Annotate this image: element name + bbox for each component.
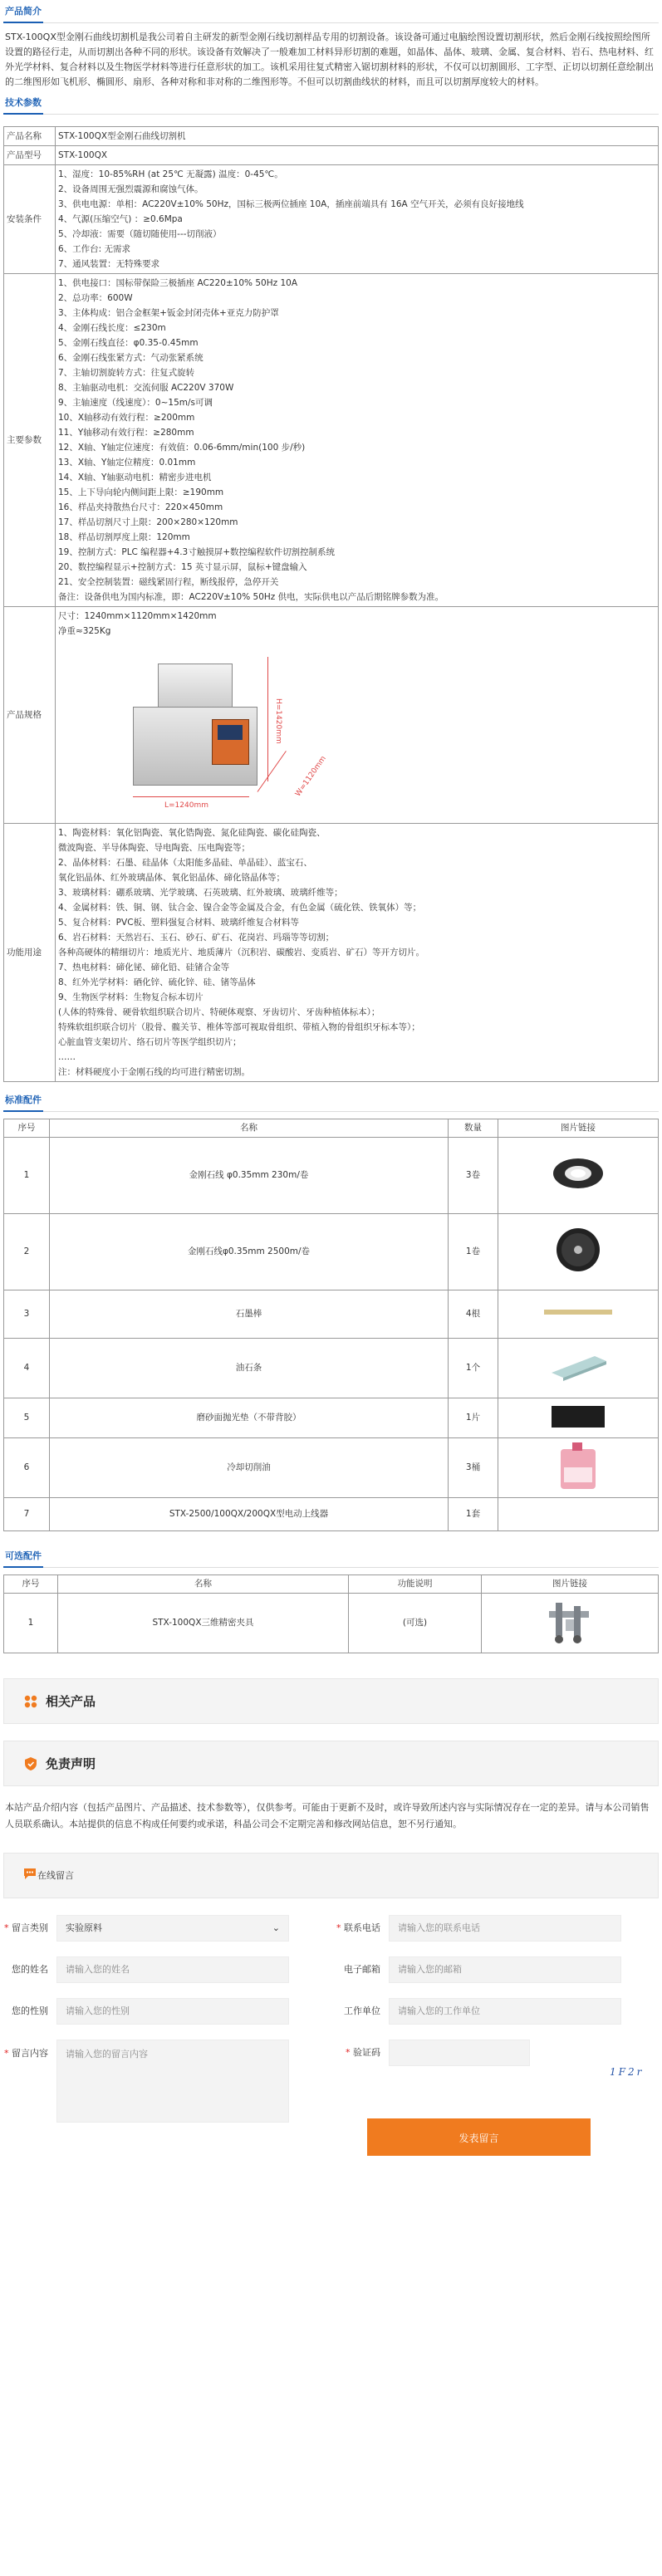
dim-length-line (133, 796, 249, 797)
standard-header-qty: 数量 (449, 1119, 498, 1138)
main-line: 18、样品切割厚度上限：120mm (58, 532, 190, 542)
func-line: 氧化铝晶体、红外玻璃晶体、氧化铝晶体、碲化铬晶体等； (58, 873, 285, 883)
main-line: 12、X轴、Y轴定位速度：有效值：0.06-6mm/min(100 步/秒) (58, 443, 306, 453)
standard-row-qty: 1卷 (449, 1214, 498, 1290)
standard-row-qty: 1片 (449, 1398, 498, 1438)
type-select-value: 实验原料 (66, 1922, 102, 1934)
standard-row-no: 3 (4, 1290, 50, 1339)
disclaimer-title: 免责声明 (46, 1756, 96, 1771)
func-line: 8、红外光学材料：硒化锌、硫化锌、硅、锗等晶体 (58, 977, 256, 987)
standard-header-img: 图片链接 (498, 1119, 659, 1138)
related-products-card[interactable] (3, 1678, 659, 1724)
spec-func-label: 功能用途 (4, 824, 56, 1082)
content-row (3, 2040, 289, 2123)
pad-icon (548, 1401, 608, 1431)
standard-row-no: 6 (4, 1438, 50, 1498)
func-line: 2、晶体材料：石墨、硅晶体（太阳能多晶硅、单晶硅）、蓝宝石、 (58, 858, 312, 868)
message-card (3, 1853, 659, 1898)
standard-header-name: 名称 (50, 1119, 449, 1138)
standard-row-no: 2 (4, 1214, 50, 1290)
phone-input[interactable]: 请输入您的联系电话 (389, 1915, 621, 1942)
standard-table (3, 1119, 659, 1531)
optional-section-header (3, 1550, 659, 1568)
roll-icon (545, 1154, 611, 1193)
email-row (336, 1956, 621, 1983)
optional-section-title: 可选配件 (3, 1549, 43, 1568)
standard-row (4, 1339, 659, 1398)
email-input[interactable]: 请输入您的邮箱 (389, 1956, 621, 1983)
grid-icon (22, 1693, 39, 1710)
spool-icon (553, 1227, 603, 1273)
captcha-image-row (603, 2064, 644, 2080)
submit-button[interactable]: 发表留言 (367, 2118, 591, 2156)
gender-input[interactable]: 请输入您的性别 (56, 1998, 289, 2025)
main-line: 20、数控编程显示+控制方式：15 英寸显示屏，鼠标+键盘输入 (58, 562, 307, 572)
standard-row-name: 冷却切削油 (50, 1438, 449, 1498)
standard-row-qty: 4根 (449, 1290, 498, 1339)
disclaimer-card (3, 1741, 659, 1786)
standard-row-name: 石墨棒 (50, 1290, 449, 1339)
main-line: 10、X轴移动有效行程：≥200mm (58, 413, 195, 423)
optional-row-img (482, 1594, 659, 1653)
optional-row-func: (可选) (349, 1594, 482, 1653)
main-line: 9、主轴速度（线速度）：0~15m/s可调 (58, 398, 213, 408)
tech-section-title: 技术参数 (3, 95, 43, 115)
type-label: * 留言类别 (4, 1922, 48, 1934)
env-line: 5、冷却液：需要（随切随使用---切削液） (58, 229, 222, 239)
name-row (3, 1956, 289, 1983)
captcha-image[interactable]: 1F2r (610, 2066, 645, 2078)
func-line: 7、热电材料：碲化铋、碲化铅、硅锗合金等 (58, 962, 230, 972)
machine-top-icon (158, 664, 233, 713)
standard-row-no: 7 (4, 1498, 50, 1531)
func-line: 各种高硬体的精细切片：地质光片、地质薄片（沉积岩、碳酸岩、变质岩、矿石）等开方切片。 (58, 948, 424, 957)
main-line: 17、样品切割尺寸上限：200×280×120mm (58, 517, 238, 527)
optional-row (4, 1594, 659, 1653)
main-lines (58, 276, 655, 605)
bottle-icon (554, 1439, 602, 1492)
main-line: 7、主轴切割旋转方式：往复式旋转 (58, 368, 195, 378)
standard-row-qty: 1个 (449, 1339, 498, 1398)
standard-section-header (3, 1094, 659, 1112)
standard-row (4, 1138, 659, 1214)
main-line: 6、金刚石线张紧方式：气动张紧系统 (58, 353, 204, 363)
standard-row-no: 5 (4, 1398, 50, 1438)
gender-row (3, 1998, 289, 2025)
standard-row-qty: 3卷 (449, 1138, 498, 1214)
func-line: …… (58, 1052, 76, 1062)
main-line: 21、安全控制装置：磁线紧固行程，断线报停，急停开关 (58, 577, 279, 587)
chat-icon (22, 1866, 37, 1886)
standard-row-no: 4 (4, 1339, 50, 1398)
disclaimer-text: 本站产品介绍内容（包括产品图片、产品描述、技术参数等），仅供参考。可能由于更新不及时，或许导致所述内容与实际情况存在一定的差异。请与本公司销售人员联系确认。本站提供的信息不构成任何要约或承诺，科晶公司会不定期完善和修改网站信息，恕不另行通知。 (5, 1802, 650, 1829)
chevron-down-icon: ⌄ (272, 1922, 280, 1934)
standard-row-img (498, 1290, 659, 1339)
main-line: 8、主轴驱动电机：交流伺服 AC220V 370W (58, 383, 234, 393)
env-line: 1、湿度：10-85%RH (at 25℃ 无凝露) 温度：0-45℃。 (58, 169, 283, 179)
main-line: 13、X轴、Y轴定位精度：0.01mm (58, 458, 196, 468)
captcha-input[interactable] (389, 2040, 530, 2066)
main-line: 备注：设备供电为国内标准，即：AC220V±10% 50Hz 供电，实际供电以产品后期铭牌参数为准。 (58, 592, 444, 602)
shield-icon (22, 1756, 39, 1772)
optional-row-name: STX-100QX三维精密夹具 (58, 1594, 349, 1653)
dim-height-label: H=1420mm (274, 698, 282, 744)
spec-name-value: STX-100QX型金刚石曲线切割机 (56, 127, 659, 146)
main-line: 1、供电接口：国标带保险三极插座 AC220±10% 50Hz 10A (58, 278, 298, 288)
standard-row-img (498, 1339, 659, 1398)
intro-text: STX-100QX型金刚石曲线切割机是我公司着自主研发的新型金刚石线切割样品专用的切割设备。该设备可通过电脑绘图设置切割形状，然后金刚石线按照绘图所设置的路径行走，从而切割出各种不同的形状。该设备有效解决了一般难加工材料异形切割的难题，如晶体、晶体、玻璃、金属、复合材料、岩石、热电材料、红外光学材料、复合材料以及生物医学材料等进行任意形状的加工。该机采用往复式精密入锯切割材料的形状，不仅可以切割圆形、工字型、正切以切割任意绘制出的二维图形如飞机形、椭圆形、扇形、各种对称和非对称的二维图形等。不但可以切割曲线状的材料，而且可以切割厚度较大的材料。 (5, 32, 654, 87)
spec-main-label: 主要参数 (4, 274, 56, 607)
phone-label: * 联系电话 (336, 1922, 380, 1934)
spec-env-label: 安装条件 (4, 165, 56, 274)
standard-row-name: 金刚石线φ0.35mm 2500m/卷 (50, 1214, 449, 1290)
dim-width-label: W=1120mm (294, 754, 328, 799)
intro-section-title: 产品简介 (3, 4, 43, 23)
standard-row-qty: 3桶 (449, 1438, 498, 1498)
company-label: 工作单位 (344, 2005, 380, 2017)
standard-row-name: STX-2500/100QX/200QX型电动上线器 (50, 1498, 449, 1531)
optional-header-name: 名称 (58, 1575, 349, 1594)
standard-row-qty: 1套 (449, 1498, 498, 1531)
spec-func-value (56, 824, 659, 1082)
spec-size-value (56, 607, 659, 824)
message-form (3, 1898, 659, 2156)
content-textarea[interactable]: 请输入您的留言内容 (56, 2040, 289, 2123)
name-label: 您的姓名 (12, 1964, 48, 1976)
func-line: 6、岩石材料：天然岩石、玉石、砂石、矿石、花岗岩、玛瑙等等切割； (58, 933, 335, 943)
func-line: 3、玻璃材料：硼系玻璃、光学玻璃、石英玻璃、红外玻璃、玻璃纤维等； (58, 888, 343, 898)
func-line: (人体的特殊骨、硬骨软组织联合切片、特硬体观察、牙齿切片、牙齿种植体标本）； (58, 1007, 380, 1017)
func-line: 1、陶瓷材料：氧化铝陶瓷、氧化锆陶瓷、氮化硅陶瓷、碳化硅陶瓷、 (58, 828, 326, 838)
optional-header-no: 序号 (4, 1575, 58, 1594)
func-line: 4、金属材料：铁、铜、钢、钛合金、镍合金等金属及合金，有色金属（硫化铁、铁氧体）等； (58, 903, 422, 913)
optional-row-no: 1 (4, 1594, 58, 1653)
weight-line: 净重≈325Kg (58, 626, 111, 636)
main-line: 15、上下导向轮内侧间距上限：≥190mm (58, 487, 224, 497)
main-line: 11、Y轴移动有效行程：≥280mm (58, 428, 194, 438)
spec-table (3, 126, 659, 1082)
env-line: 7、通风装置：无特殊要求 (58, 259, 160, 269)
standard-row (4, 1498, 659, 1531)
standard-table-body (4, 1138, 659, 1531)
standard-row-name: 油石条 (50, 1339, 449, 1398)
dim-length-label: L=1240mm (164, 801, 208, 810)
optional-table (3, 1574, 659, 1653)
type-row (3, 1915, 289, 1942)
func-line: 心脏血管支架切片、络石切片等医学组织切片； (58, 1037, 242, 1047)
tech-section-header (3, 96, 659, 115)
size-line: 尺寸：1240mm×1120mm×1420mm (58, 611, 217, 621)
main-line: 5、金刚石线直径：φ0.35-0.45mm (58, 338, 199, 348)
standard-row (4, 1290, 659, 1339)
rod-icon (541, 1300, 615, 1325)
standard-header-no: 序号 (4, 1119, 50, 1138)
optional-header-func: 功能说明 (349, 1575, 482, 1594)
fixture-icon (541, 1596, 599, 1646)
standard-row-name: 金刚石线 φ0.35mm 230m/卷 (50, 1138, 449, 1214)
standard-row-img (498, 1398, 659, 1438)
func-line: 特殊软组织联合切片（股骨、髋关节、椎体等部可视取骨组织、带植入物的骨组织牙标本等）； (58, 1022, 420, 1032)
main-line: 19、控制方式：PLC 编程器+4.3寸触摸屏+数控编程软件切割控制系统 (58, 547, 336, 557)
email-label: 电子邮箱 (344, 1964, 380, 1976)
func-line: 9、生物医学材料：生物复合标本切片 (58, 992, 204, 1002)
spec-env-value (56, 165, 659, 274)
env-line: 4、气源(压缩空气) ：≥0.6Mpa (58, 214, 183, 224)
spec-model-label: 产品型号 (4, 146, 56, 165)
gender-label: 您的性别 (12, 2005, 48, 2017)
standard-row-no: 1 (4, 1138, 50, 1214)
standard-row (4, 1214, 659, 1290)
stone-icon (545, 1349, 611, 1383)
message-title: 在线留言 (37, 1869, 74, 1881)
company-input[interactable]: 请输入您的工作单位 (389, 1998, 621, 2025)
machine-screen-icon (218, 725, 243, 740)
main-line: 4、金刚石线长度：≤230m (58, 323, 166, 333)
env-line: 3、供电电源：单相：AC220V±10% 50Hz，国标三极两位插座 10A，插座前端具有 16A 空气开关，必须有良好接地线 (58, 199, 524, 209)
content-label: * 留言内容 (4, 2048, 48, 2059)
spec-model-value: STX-100QX (56, 146, 659, 165)
phone-row (336, 1915, 621, 1942)
standard-section-title: 标准配件 (3, 1093, 43, 1112)
optional-header-img: 图片链接 (482, 1575, 659, 1594)
standard-row-img (498, 1438, 659, 1498)
type-select[interactable] (56, 1915, 289, 1942)
func-line: 微波陶瓷、半导体陶瓷、导电陶瓷、压电陶瓷等； (58, 843, 250, 853)
captcha-label: * 验证码 (346, 2047, 380, 2059)
dim-width-line (257, 751, 287, 792)
env-line: 6、工作台: 无需求 (58, 244, 131, 254)
func-line: 5、复合材料：PVC板、塑料强复合材料、玻璃纤维复合材料等 (58, 918, 300, 928)
func-lines (58, 825, 655, 1080)
spec-size-label: 产品规格 (4, 607, 56, 824)
main-line: 3、主体构成：铝合金框架+钣金封闭壳体+亚克力防护罩 (58, 308, 279, 318)
dim-height-line (267, 657, 268, 781)
standard-row-img (498, 1138, 659, 1214)
related-products-title: 相关产品 (46, 1693, 96, 1709)
spec-main-value (56, 274, 659, 607)
standard-row-name: 磨砂面抛光垫（不带背胶） (50, 1398, 449, 1438)
standard-row-img (498, 1498, 659, 1531)
main-line: 16、样品夹持散热台尺寸：220×450mm (58, 502, 223, 512)
func-line: 注：材料硬度小于金刚石线的均可进行精密切割。 (58, 1067, 250, 1077)
standard-row (4, 1438, 659, 1498)
main-line: 14、X轴、Y轴驱动电机：精密步进电机 (58, 473, 212, 482)
captcha-row (336, 2040, 530, 2066)
spec-name-label: 产品名称 (4, 127, 56, 146)
standard-row (4, 1398, 659, 1438)
machine-image (125, 649, 328, 815)
standard-row-img (498, 1214, 659, 1290)
env-line: 2、设备周围无强烈震源和腐蚀气体。 (58, 184, 204, 194)
env-lines (58, 167, 655, 272)
company-row (336, 1998, 621, 2025)
intro-section-header (3, 5, 659, 23)
main-line: 2、总功率：600W (58, 293, 133, 303)
name-input[interactable]: 请输入您的姓名 (56, 1956, 289, 1983)
